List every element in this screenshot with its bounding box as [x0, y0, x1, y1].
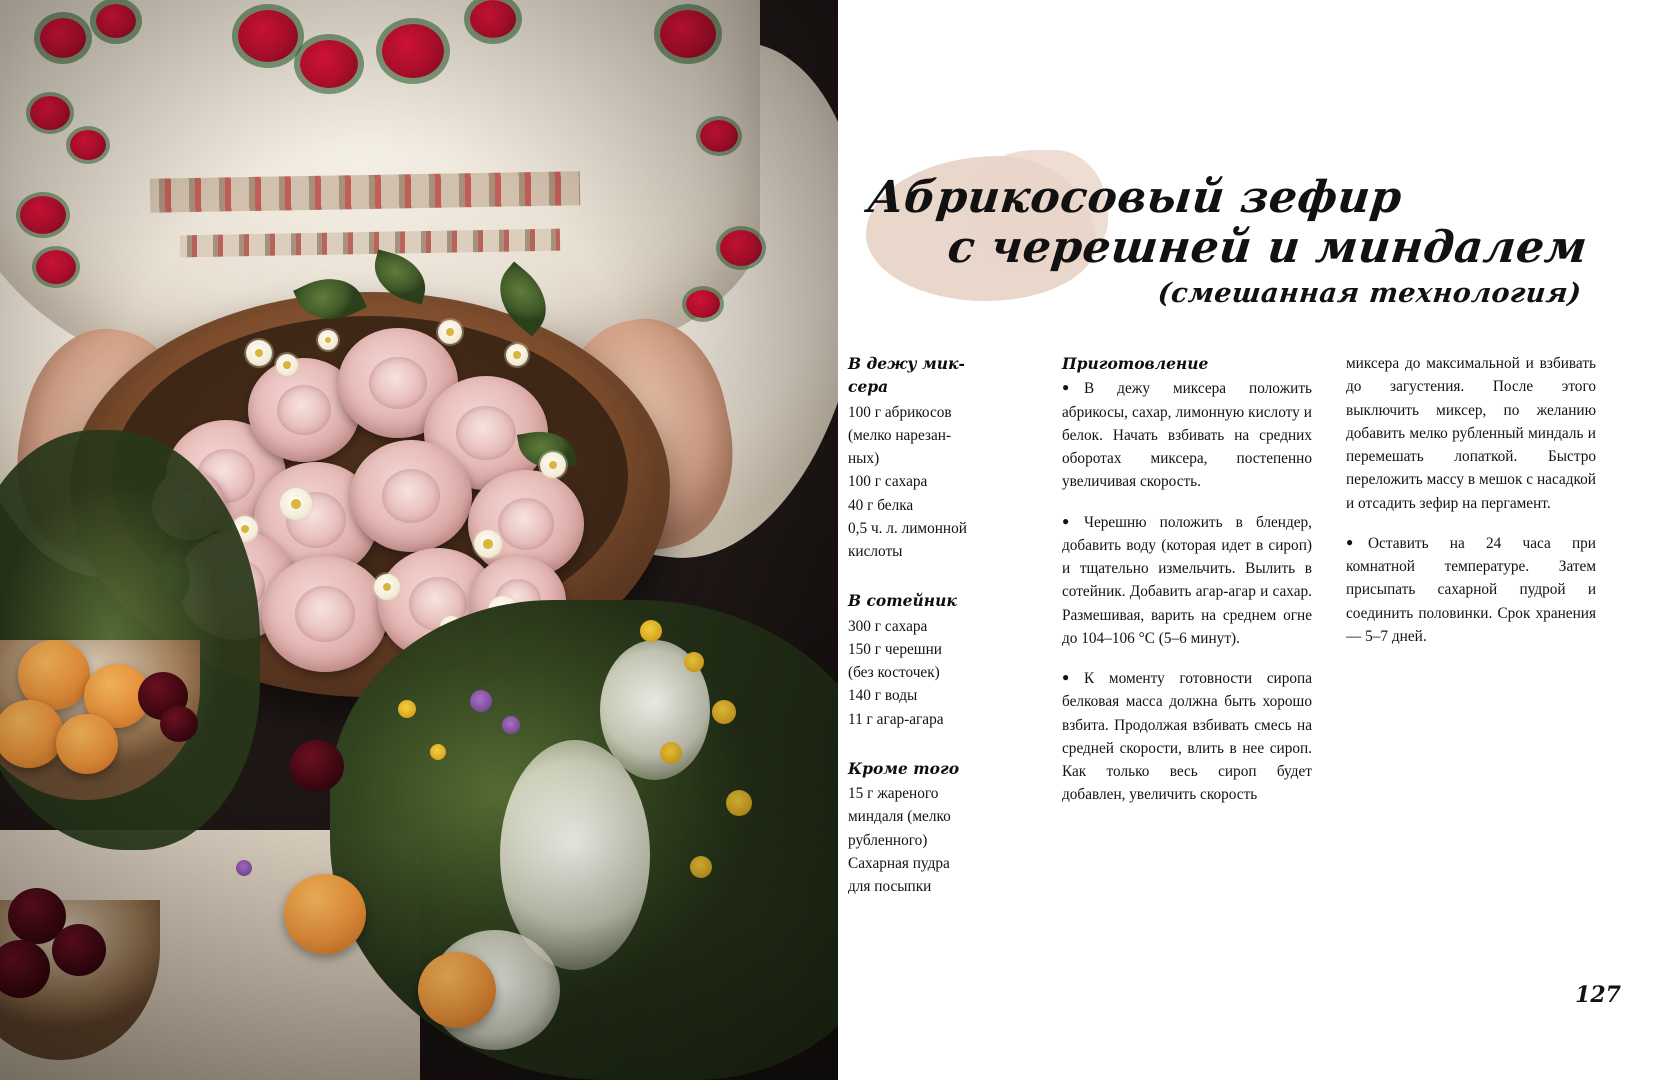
apricot — [56, 714, 118, 774]
jasmine-blossom — [246, 340, 272, 366]
ingredient-line: 300 г сахара — [848, 617, 928, 635]
ingredients-group-1-heading-line-2: сера — [848, 377, 889, 397]
yellow-flower — [640, 620, 662, 642]
recipe-text-page — [838, 0, 1665, 1080]
jasmine-blossom — [374, 574, 400, 600]
method-step-text: В дежу миксера положить абрикосы, сахар, лимонную кислоту и белок. Начать взбивать на средних оборотах миксера, постепенно увеличивая скорость. — [1062, 380, 1312, 491]
yellow-flower — [398, 700, 416, 718]
yellow-flower — [660, 742, 682, 764]
bullet-icon: ● — [1062, 513, 1070, 528]
ingredient-line: 100 г абрикосов — [848, 403, 952, 421]
jasmine-blossom — [318, 330, 338, 350]
ingredient-line: (мелко нарезан- — [848, 426, 952, 444]
ingredients-group-1-heading-line-1: В дежу мик- — [848, 354, 965, 373]
cherry — [290, 740, 344, 792]
jasmine-blossom — [506, 344, 528, 366]
recipe-columns — [848, 352, 1648, 898]
embroidery-rose — [30, 96, 70, 130]
ingredient-line: 140 г воды — [848, 687, 918, 705]
yellow-flower — [690, 856, 712, 878]
method-step — [1062, 511, 1312, 651]
zefir-rose — [262, 556, 388, 672]
embroidery-rose — [700, 120, 738, 152]
method-step — [1062, 377, 1312, 493]
apricot — [284, 874, 366, 954]
ingredient-line: 11 г агар-агара — [848, 710, 944, 728]
method-heading: Приготовление — [1062, 354, 1209, 373]
embroidery-rose — [40, 18, 86, 58]
embroidery-rose — [238, 10, 298, 62]
jasmine-blossom — [280, 488, 312, 520]
yellow-flower — [726, 790, 752, 816]
yellow-flower — [712, 700, 736, 724]
ingredient-line: для посыпки — [848, 878, 932, 895]
embroidery-rose — [36, 250, 76, 284]
recipe-title-line-1: Абрикосовый зефир — [865, 172, 1405, 223]
method-step-continuation: миксера до максимальной и взбивать до загустения. После этого выключить миксер, по желанию добавить мелко рубленный миндаль и перемешать лопаткой. Быстро переложить массу в мешок с насадкой и отсадить зефир на пергамент. — [1346, 355, 1596, 512]
ingredients-column — [848, 352, 1028, 898]
yellow-flower — [684, 652, 704, 672]
method-step-text: Черешню положить в блендер, добавить воду (которая идет в сироп) и тщательно измельчить. Вылить в сотейник. Добавить агар-агар и сахар. Размешивая, варить на среднем огне до 104–106 °C (5–6 минут). — [1062, 513, 1312, 647]
method-continuation-column — [1346, 352, 1596, 898]
embroidery-rose — [20, 196, 66, 234]
bullet-icon: ● — [1062, 380, 1070, 395]
method-step-text: К моменту готовности сиропа белковая масса должна быть хорошо взбита. Продолжая взбивать смесь на средней скорости, влить в нее сироп. Как только весь сироп будет добавлен, увеличить скорость — [1062, 670, 1312, 804]
purple-flower — [470, 690, 492, 712]
method-column — [1062, 352, 1312, 898]
ingredient-line: миндаля (мелко — [848, 808, 951, 826]
recipe-subtitle: (смешанная технология) — [1156, 278, 1583, 309]
jasmine-blossom — [540, 452, 566, 478]
embroidery-rose — [70, 130, 106, 160]
method-step — [1346, 532, 1596, 648]
yellow-flower — [430, 744, 446, 760]
jasmine-blossom — [438, 320, 462, 344]
cherry — [160, 706, 198, 742]
purple-flower — [236, 860, 252, 876]
ingredient-line: 15 г жареного — [848, 785, 939, 802]
ingredients-group-2-heading: В сотейник — [848, 591, 957, 611]
embroidery-rose — [470, 0, 516, 38]
ingredient-line: рубленного) — [848, 831, 928, 849]
jasmine-blossom — [276, 354, 298, 376]
bullet-icon: ● — [1062, 670, 1070, 684]
ingredient-line: кислоты — [848, 543, 903, 560]
cherry — [52, 924, 106, 976]
zefir-rose — [350, 440, 472, 552]
embroidery-rose — [660, 10, 716, 58]
ingredient-line: 100 г сахара — [848, 473, 928, 491]
embroidery-rose — [300, 40, 358, 88]
ingredient-line: 0,5 ч. л. лимонной — [848, 519, 967, 537]
embroidery-rose — [96, 4, 136, 38]
page-number: 127 — [1575, 982, 1621, 1008]
method-step — [1062, 667, 1312, 807]
recipe-title-block — [848, 150, 1648, 320]
jasmine-blossom — [474, 530, 502, 558]
ingredients-group-3-heading: Кроме того — [848, 758, 960, 778]
ingredients-group-1-heading — [848, 352, 1028, 399]
embroidery-rose — [720, 230, 762, 266]
ingredient-line: (без косточек) — [848, 664, 940, 681]
bullet-icon: ● — [1346, 534, 1354, 549]
ingredient-line: 150 г черешни — [848, 640, 942, 658]
ingredient-line: Сахарная пудра — [848, 854, 950, 872]
recipe-title-line-2: с черешней и миндалем — [945, 222, 1590, 273]
apricot — [418, 952, 496, 1028]
embroidery-rose — [382, 24, 444, 78]
ingredient-line: ных) — [848, 450, 880, 467]
method-step-text: Оставить на 24 часа при комнатной температуре. Затем присыпать сахарной пудрой и соединить половинки. Срок хранения — 5–7 дней. — [1346, 534, 1596, 645]
embroidery-rose — [686, 290, 720, 318]
purple-flower — [502, 716, 520, 734]
ingredient-line: 40 г белка — [848, 496, 914, 514]
